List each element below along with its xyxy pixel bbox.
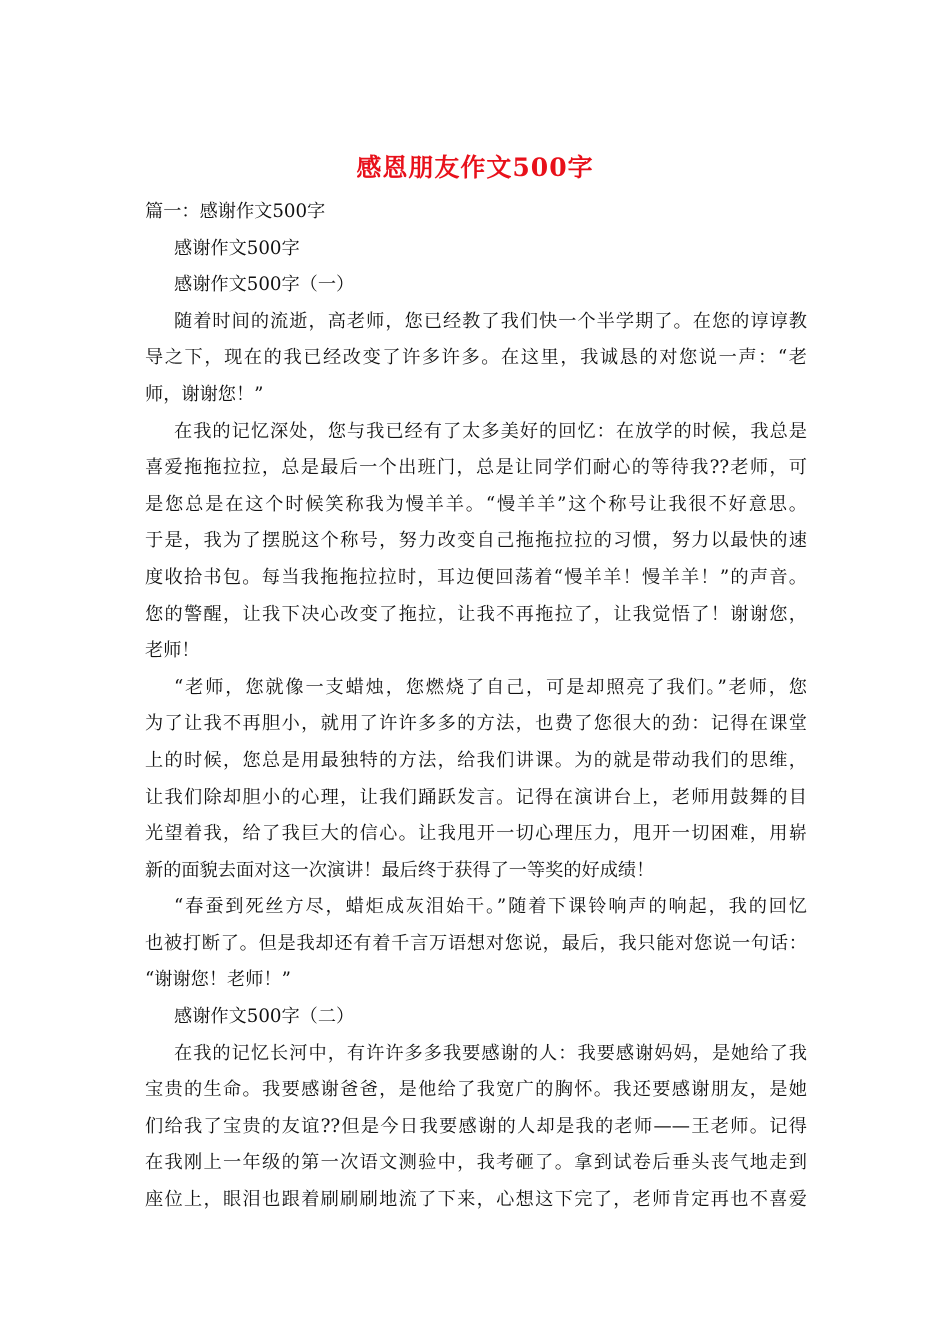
text-line: 们给我了宝贵的友谊??但是今日我要感谢的人却是我的老师——王老师。记得 xyxy=(145,1115,807,1137)
text-line: 座位上，眼泪也跟着刷刷刷地流了下来，心想这下完了，老师肯定再也不喜爱 xyxy=(145,1189,807,1211)
text-line: 也被打断了。但是我却还有着千言万语想对您说，最后，我只能对您说一句话： xyxy=(145,932,807,954)
text-line: 上的时候，您总是用最独特的方法，给我们讲课。为的就是带动我们的思维， xyxy=(145,749,807,771)
text-line: 感谢作文500字 xyxy=(174,237,300,259)
document-title: 感恩朋友作文500字 xyxy=(356,153,594,182)
text-line: 师，谢谢您！” xyxy=(145,383,264,405)
text-line: “春蚕到死丝方尽，蜡炬成灰泪始干。”随着下课铃响声的响起，我的回忆 xyxy=(174,896,807,918)
text-line: 是您总是在这个时候笑称我为慢羊羊。“慢羊羊”这个称号让我很不好意思。 xyxy=(145,493,807,515)
text-line: 在我刚上一年级的第一次语文测验中，我考砸了。拿到试卷后垂头丧气地走到 xyxy=(145,1152,807,1174)
text-line: 感谢作文500字（二） xyxy=(174,1006,355,1028)
text-line: 在我的记忆深处，您与我已经有了太多美好的回忆：在放学的时候，我总是 xyxy=(174,420,807,442)
text-line: “谢谢您！老师！” xyxy=(145,969,291,991)
text-line: 新的面貌去面对这一次演讲！最后终于获得了一等奖的好成绩！ xyxy=(145,859,655,881)
text-line: 导之下，现在的我已经改变了许多许多。在这里，我诚恳的对您说一声：“老 xyxy=(145,347,807,369)
text-line: 光望着我，给了我巨大的信心。让我甩开一切心理压力，甩开一切困难，用崭 xyxy=(145,823,807,845)
text-line: 喜爱拖拖拉拉，总是最后一个出班门，总是让同学们耐心的等待我??老师，可 xyxy=(145,457,807,479)
text-line: 感谢作文500字（一） xyxy=(174,274,355,296)
text-line: 宝贵的生命。我要感谢爸爸，是他给了我宽广的胸怀。我还要感谢朋友，是她 xyxy=(145,1079,807,1101)
text-line: 篇一：感谢作文500字 xyxy=(145,201,326,222)
text-line: 于是，我为了摆脱这个称号，努力改变自己拖拖拉拉的习惯，努力以最快的速 xyxy=(145,530,807,552)
text-line: 为了让我不再胆小，就用了许许多多的方法，也费了您很大的劲：记得在课堂 xyxy=(145,713,807,735)
text-line: 老师！ xyxy=(145,640,200,662)
text-line: 让我们除却胆小的心理，让我们踊跃发言。记得在演讲台上，老师用鼓舞的目 xyxy=(145,786,807,808)
text-line: 随着时间的流逝，高老师，您已经教了我们快一个半学期了。在您的谆谆教 xyxy=(174,310,807,332)
document-body xyxy=(145,194,807,1219)
text-line: “老师，您就像一支蜡烛，您燃烧了自己，可是却照亮了我们。”老师，您 xyxy=(174,676,807,698)
text-line: 在我的记忆长河中，有许许多多我要感谢的人：我要感谢妈妈，是她给了我 xyxy=(174,1042,807,1064)
text-line: 度收拾书包。每当我拖拖拉拉时，耳边便回荡着“慢羊羊！慢羊羊！”的声音。 xyxy=(145,566,807,588)
text-line: 您的警醒，让我下决心改变了拖拉，让我不再拖拉了，让我觉悟了！谢谢您， xyxy=(145,603,807,625)
